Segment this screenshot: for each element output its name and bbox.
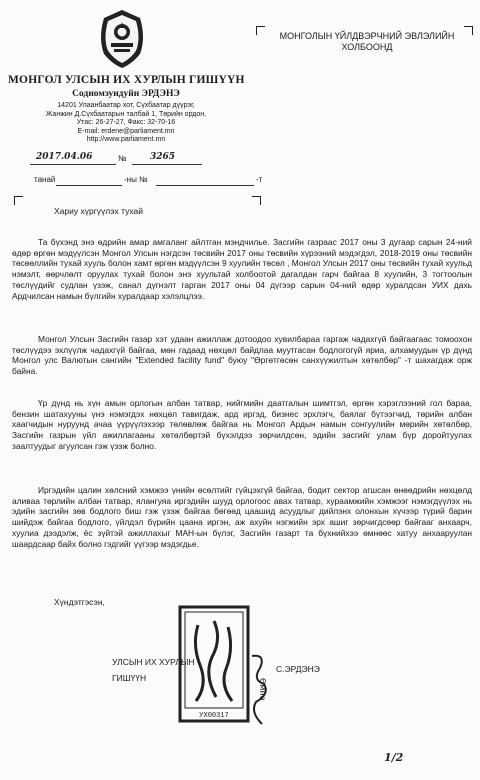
subject-line: Хариу хүргүүлэх тухай <box>54 206 143 216</box>
stamp-code: УХ00317 <box>199 712 229 720</box>
handwritten-signature-icon <box>244 650 274 730</box>
body-paragraph: Монгол Улсын Засгийн газар хэт удаан ажиллаж дотоодоо хувилбараа гаргаж чадахгүй байгаагаас томоохон төслүүдээ эхлүүлж чадахгүй байгаа, мөн гадаад нөхцөл байдлаа муутгасан бодлогогүй яриа, алхамуудын үр дүнд Монгол улс Валютын сангийн "Extended facility fund" буюу "Өргөтгөсөн санхүүжилтын хөтөлбөр" -т шахагдаж орж байна. <box>12 334 472 377</box>
reply-middle: -ны № <box>124 175 148 184</box>
address-line: 14201 Улаанбаатар хот, Сүхбаатар дүүрэг, <box>57 102 195 109</box>
registration-date: 2017.04.06 <box>36 152 93 162</box>
body-paragraph: Үр дүнд нь хүн амын орлогын албан татвар, нийгмийн даатгалын шимтгэл, өргөн хэрэглээний гол бараа, бензин шатахууны үнэ нэмэгдэх нөхцөл тавигдаж, ард иргэд, бизнес эрхлэгч, баялаг бүтээгчид, төрийн албан хаагчидын нуруунд ачаа үүрүүлэхээр төлөвлөж байгаа нь Монгол Ардын намын сонгуулийн мөрийн хөтөлбөр, Засгийн газрын үйл ажиллагааны хөтөлбөртэй бүхэлдээ зөрчилдсөн, эдийн засгийг улам бүр доройтуулах заалтуудыг агуулсан гэж үзэж болно. <box>12 398 472 451</box>
body-paragraph: Иргэдийн цалин хөлсний хэмжээ үнийн өсөлтийг гүйцэхгүй байгаа, бодит сектор агшсан өнөөдрийн нөхцөлд аливаа төрлийн албан татвар, ялангуяа иргэдийн шууд орлогоос авах татвар, хураамжийн хэмжээг нэмэгдүүлэх нь эдийн засгийн зөв бодлого биш гэж үзэж байгаа бөгөөд цаашид асуудлыг дийлэнх олонхын хүчээр түрий барин шийдэж байгаа бодлого, үйлдэл бүрийн цаана иргэн, аж ахуйн нэгжийн эрх ашиг зөрчигдсөөр байгааг анхаарч, хуулиа дээдэлж, ёс зүйтэй ажиллахыг МАН-ын бүлэг, Засгийн газарт та бүхнийхээ өмнөөс хатуу анхааруулан шаардсаар байх болно гэдгийг үүгээр мэдэгдье. <box>12 485 472 549</box>
stamp-script-text: Өмнө <box>258 678 267 701</box>
bracket-subject-right <box>252 196 261 205</box>
signatory-title: ГИШҮҮН <box>112 673 147 683</box>
reply-prefix: танай <box>34 175 56 184</box>
reply-number-line <box>156 185 254 186</box>
bracket-subject-left <box>14 196 23 205</box>
signatory-name: С.ЭРДЭНЭ <box>276 664 320 674</box>
address-line: Жанжин Д.Сүхбаатарын талбай 1, Төрийн ордон, <box>45 110 207 118</box>
recipient-block <box>262 31 472 53</box>
reply-date-line <box>56 185 122 186</box>
recipient-line: МОНГОЛЫН ҮЙЛДВЭРЧНИЙ ЭВЛЭЛИЙН <box>279 31 455 41</box>
registration-number: 3265 <box>150 152 176 162</box>
closing-salutation: Хүндэтгэсэн, <box>54 597 105 607</box>
date-underline <box>30 164 116 165</box>
address-email: E-mail: erdene@parliament.mn <box>77 127 175 135</box>
address-line: Утас: 26-27-27, Факс: 32-70-16 <box>76 119 176 127</box>
recipient-line: ХОЛБООНД <box>341 42 393 52</box>
page-number-mark: 1/2 <box>384 751 404 764</box>
official-stamp-icon <box>178 605 250 723</box>
address-website: http://www.parliament.mn <box>86 136 166 144</box>
number-mark: № <box>118 154 127 163</box>
state-emblem-icon <box>96 8 148 70</box>
sender-title: МОНГОЛ УЛСЫН ИХ ХУРЛЫН ГИШҮҮН <box>8 74 245 86</box>
sender-name: Содномзундуйн ЭРДЭНЭ <box>72 89 180 99</box>
body-paragraph: Та бүхэнд энэ өдрийн амар амгаланг айлтган мэндчилье. Засгийн газраас 2017 оны 3 дугаар сарын 24-ний өдөр өргөн мэдүүлсэн Монгол Улсын нэгдсэн төсвийн 2017 оны төсвийн хүрээний мэдэгдэл, 2018-2019 оны төсвийн төсөөллийн тухай хууль болон хамт өргөн мэдүүлсэн 9 хуулийн төсөл , Монгол Улсын 2017 оны төсвийн тухай хуульд нэмэлт, өөрчлөлт оруулах тухай болон энэ хуультай холбоотой дагалдан гарч байгаа 8 хуулийн, 3 тогтоолын төслүүдийг судлан үзэж, санал дүгнэлт гарган 2017 оны 04 дүгээр сарын 04-ний өдөр хуралдсан УИХ дахь Ардчилсан намын бүлгийн хуралдаар хэлэлцлээ. <box>12 237 472 301</box>
reply-suffix: -т <box>256 175 263 184</box>
signatory-title: УЛСЫН ИХ ХУРЛЫН <box>112 657 195 667</box>
number-underline <box>132 164 202 165</box>
